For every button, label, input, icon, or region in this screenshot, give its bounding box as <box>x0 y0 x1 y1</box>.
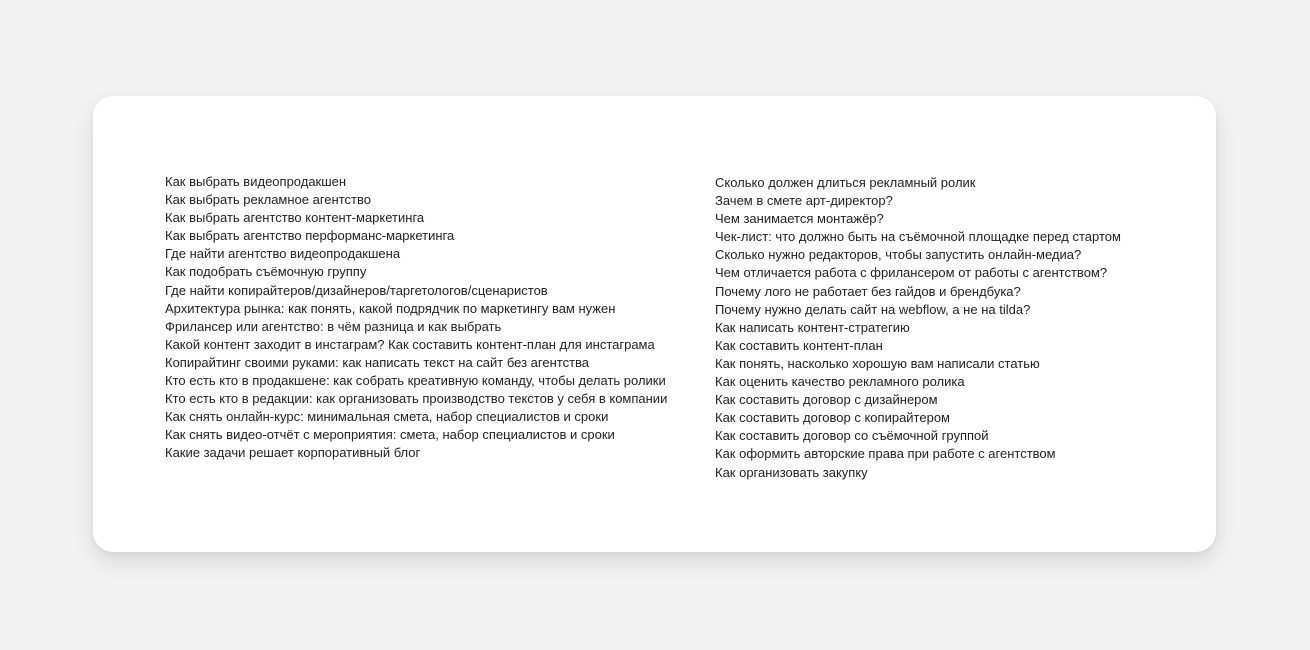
article-link[interactable]: Как написать контент-стратегию <box>715 319 910 335</box>
article-link[interactable]: Какие задачи решает корпоративный блог <box>165 445 421 461</box>
articles-card <box>93 96 1216 552</box>
article-link[interactable]: Как составить договор со съёмочной группой <box>715 428 989 444</box>
article-link[interactable]: Чем занимается монтажёр? <box>715 211 884 227</box>
articles-list-left <box>165 173 695 463</box>
article-link[interactable]: Как составить контент-план <box>715 337 883 353</box>
article-link[interactable]: Зачем в смете арт-директор? <box>715 193 893 209</box>
article-link[interactable]: Копирайтинг своими руками: как написать текст на сайт без агентства <box>165 354 590 370</box>
article-link[interactable]: Как снять онлайн-курс: минимальная смета, набор специалистов и сроки <box>165 409 609 425</box>
article-link[interactable]: Фрилансер или агентство: в чём разница и как выбрать <box>165 318 502 334</box>
article-link[interactable]: Как подобрать съёмочную группу <box>165 264 367 280</box>
article-link[interactable]: Почему лого не работает без гайдов и брендбука? <box>715 283 1021 299</box>
article-link[interactable]: Чем отличается работа с фрилансером от работы с агентством? <box>715 265 1108 281</box>
article-link[interactable]: Как составить договор с копирайтером <box>715 410 950 426</box>
article-link[interactable]: Как составить договор с дизайнером <box>715 392 938 408</box>
article-link[interactable]: Сколько нужно редакторов, чтобы запустить онлайн-медиа? <box>715 247 1082 263</box>
article-link[interactable]: Сколько должен длиться рекламный ролик <box>715 175 976 190</box>
article-link[interactable]: Как выбрать агентство перформанс-маркетинга <box>165 228 455 244</box>
article-link[interactable]: Кто есть кто в редакции: как организовать производство текстов у себя в компании <box>165 391 668 407</box>
article-link[interactable]: Как оформить авторские права при работе с агентством <box>715 446 1056 462</box>
article-link[interactable]: Чек-лист: что должно быть на съёмочной площадке перед стартом <box>715 229 1121 245</box>
articles-list-right <box>715 174 1195 482</box>
article-link[interactable]: Как выбрать агентство контент-маркетинга <box>165 210 425 226</box>
article-link[interactable]: Как выбрать видеопродакшен <box>165 174 347 189</box>
article-link[interactable]: Как оценить качество рекламного ролика <box>715 374 965 390</box>
article-link[interactable]: Где найти агентство видеопродакшена <box>165 246 401 262</box>
article-link[interactable]: Как понять, насколько хорошую вам написали статью <box>715 355 1040 371</box>
article-link[interactable]: Кто есть кто в продакшене: как собрать креативную команду, чтобы делать ролики <box>165 373 666 389</box>
article-link[interactable]: Какой контент заходит в инстаграм? Как составить контент-план для инстаграма <box>165 336 655 352</box>
article-link[interactable]: Почему нужно делать сайт на webflow, а не на tilda? <box>715 301 1031 317</box>
article-link[interactable]: Архитектура рынка: как понять, какой подрядчик по маркетингу вам нужен <box>165 300 616 316</box>
article-link[interactable]: Как выбрать рекламное агентство <box>165 192 371 208</box>
article-link[interactable]: Где найти копирайтеров/дизайнеров/таргетологов/сценаристов <box>165 282 548 298</box>
article-link[interactable]: Как организовать закупку <box>715 464 868 480</box>
article-link[interactable]: Как снять видео-отчёт с мероприятия: смета, набор специалистов и сроки <box>165 427 615 443</box>
